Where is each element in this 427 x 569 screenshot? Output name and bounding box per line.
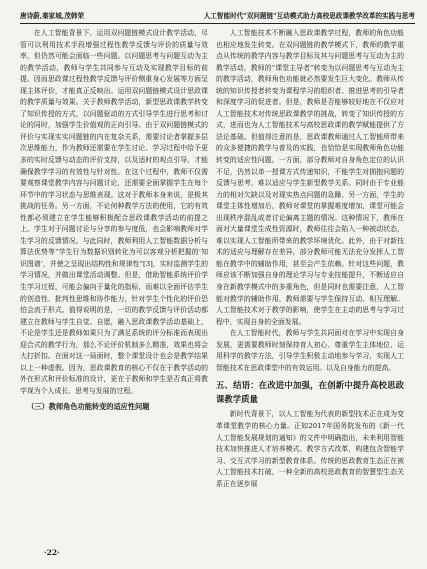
page-number: ·22· <box>44 548 60 557</box>
subsection-heading: （三）教师角色功能转变的适应性问题 <box>27 401 150 411</box>
body-paragraph: 人工智能技术不断融入思政课教学过程，教师的角色功能也相应地发生转变。在双问题链的教学模式下，教师的教学重点从传统的教学内容与教学目标及其与问题思考与互动为主的教学活动，教师的“课堂主导者”转变为以问题思考与互动为主的教学活动，教师角色功能就必然要发生巨大变化。教师从传统的知识传授者转变为课程学习的组织者、推进思考的引导者和深度学习的促进者。但是，教师是否能够较好地在不仅应对人工智能技术对传统思政课教学的挑战，转变了知识传授的方式，进而也为人工智能技术与高校思政课的教学赋能提供了方法论基础。但值得注意的是，思政课教师通过人工智能所带来的众多便捷的教学与普及的实践，也恰恰是实现教师角色功能转变的适应性问题。一方面，部分教师对自身角色定位的认识不足，仍然以单一授课方式传递知识，不能学生对拥抱问题的反馈与思考，难以适应与学生新型教学关系。同时由于专业能力的相对欠缺以及对现实热点问题的急躁、另一方面，学生的课堂主体性增加后，教师对课堂的掌握难度增加，课堂可能会出现秩序混乱或者讨论偏离主题的情况。这种情况下，教师在面对大量课堂生成性资源时，教师往往会陷入一种被动状态，难以实现人工智能所带来的教学环境优化。此外，由于对新技术的适应与理解存在差异，部分教师可能无法充分发挥人工智能在教学中的辅助作用，甚至会产生依赖。针对这些问题，教师应该不断加强自身的理论学习与专业技能提升，不断适应自身在新教学模式中的多重角色，但是同时也需要注意，人工智能对教学的辅助作用，教师需要与学生保持互动、相互理解。人工智能技术对于教学的影响，使学生在主动的思考与学习过程中，实现自身的全面发展。 <box>216 29 404 326</box>
left-column <box>20 28 208 538</box>
running-header <box>20 10 415 24</box>
body-paragraph: 在人工智能时代，教师与学生共同面对在学习中实现自身发展，更需要教师时刻保持育人初心、尊重学生主体地位、运用科学的教学方法，引导学生积极主动地参与学习，实现人工智能技术在思政课堂中的有效运用。以及自身能力的提高。 <box>216 329 404 372</box>
body-paragraph: 新时代背景下，以人工智能为代表的新型技术正在成为变革课堂教学的核心力量。正如2017年国务院发布的《新一代人工智能发展规划的通知》的文件中明确指出，未来利用智能技术加快推进人才培养模式、教学方式改革，构建包含智能学习、交互式学习的新型教育体系。传统的思政教育生态正在被人工智能技术打破，一种全新的高校思政教育的智慧型生态关系正在逐步展 <box>216 410 404 488</box>
header-rule <box>20 23 415 24</box>
body-paragraph: 在人工智能背景下，运用双问题链模式设计教学活动，尽管可以利用技术手段增强过程性教学反馈与评价的质量与效率，但仍然可能会面临一些问题。以问题思考与问题互动为主的教学活动，教师与学生共同参与互动及实现教学目标的前提。因而思政课过程性教学反馈与评价侧重身心发展等方面呈现主体评价，才能真正反映出。运用双问题链模式设计思政课的教学质量与效果。关于教师教学活动，新型思政课教学转变了知识传授的方式，以问题驱动的方式引导学生进行思考和讨论的同时，加强学生价值观的正向引导。由于双问题链模式的评价与实现实实问题链的内在复杂关系，需要讨论者掌握多层次思维能力，作为教师还需要在学生讨论、学习过程中给予更多的实时反馈与动态的评价支持，以及适时的观点引导，才能确保教学学习的有效性与针对性。在这个过程中，教师不仅需要观察课堂教学内容与问题讨论，还需要全面掌握学生在每个环节中的学习状态与思维表现。这对于教师本身来说，是极其挑战的任务。另一方面，不论何种教学方法的使用，它的有效性都必须建立在学生能够积极配合思政课教学活动的前提之上。学生对于问题讨论与分享的参与度低，也会影响教师对学生学习的反馈情况。与此同时，教师利用人工智能数据分析与算法优势等“学生行为数据识别转化为可以客观分析把握的‘知识图谱’，并使之呈现出结构性和规律性”[3]，实时监测学生的学习情况，并做出课堂活动调整。但是，借助智能系统评价学生学习过程，可能会偏向于量化的指标，而难以全面评估学生的创造性、批判性思维和协作能力，针对学生个性化的评价恐怕会流于形式。值得说明的是，一切的教学反馈与评价活动都建立在教师与学生自觉、自愿，融入思政课教学活动基础上，不论是学生还是教师如果只为了满足系统的评分标准而表现出迎合式的教学行为，那么不论评价机制多么精准，效果也将会大打折扣。在面对这一局面时，整个课堂设计也会是教学结果以上一种虚假。因为，思政课教育的核心不仅在于教学活动的外在形式和评价标准的设计，更在于教师和学生是否真正将教学视为个人成长、思考与发展的过程。 <box>20 29 208 395</box>
header-title: 人工智能时代"双问题链"互动模式助力高校思政课教学改革的实践与思考 <box>203 12 415 20</box>
section-heading: 五、结语：在改进中加强，在创新中提升高校思政课教学质量 <box>216 380 404 405</box>
header-authors: 唐诗蔚,秦家城,茂韩荣 <box>20 12 84 20</box>
right-column <box>216 28 404 538</box>
